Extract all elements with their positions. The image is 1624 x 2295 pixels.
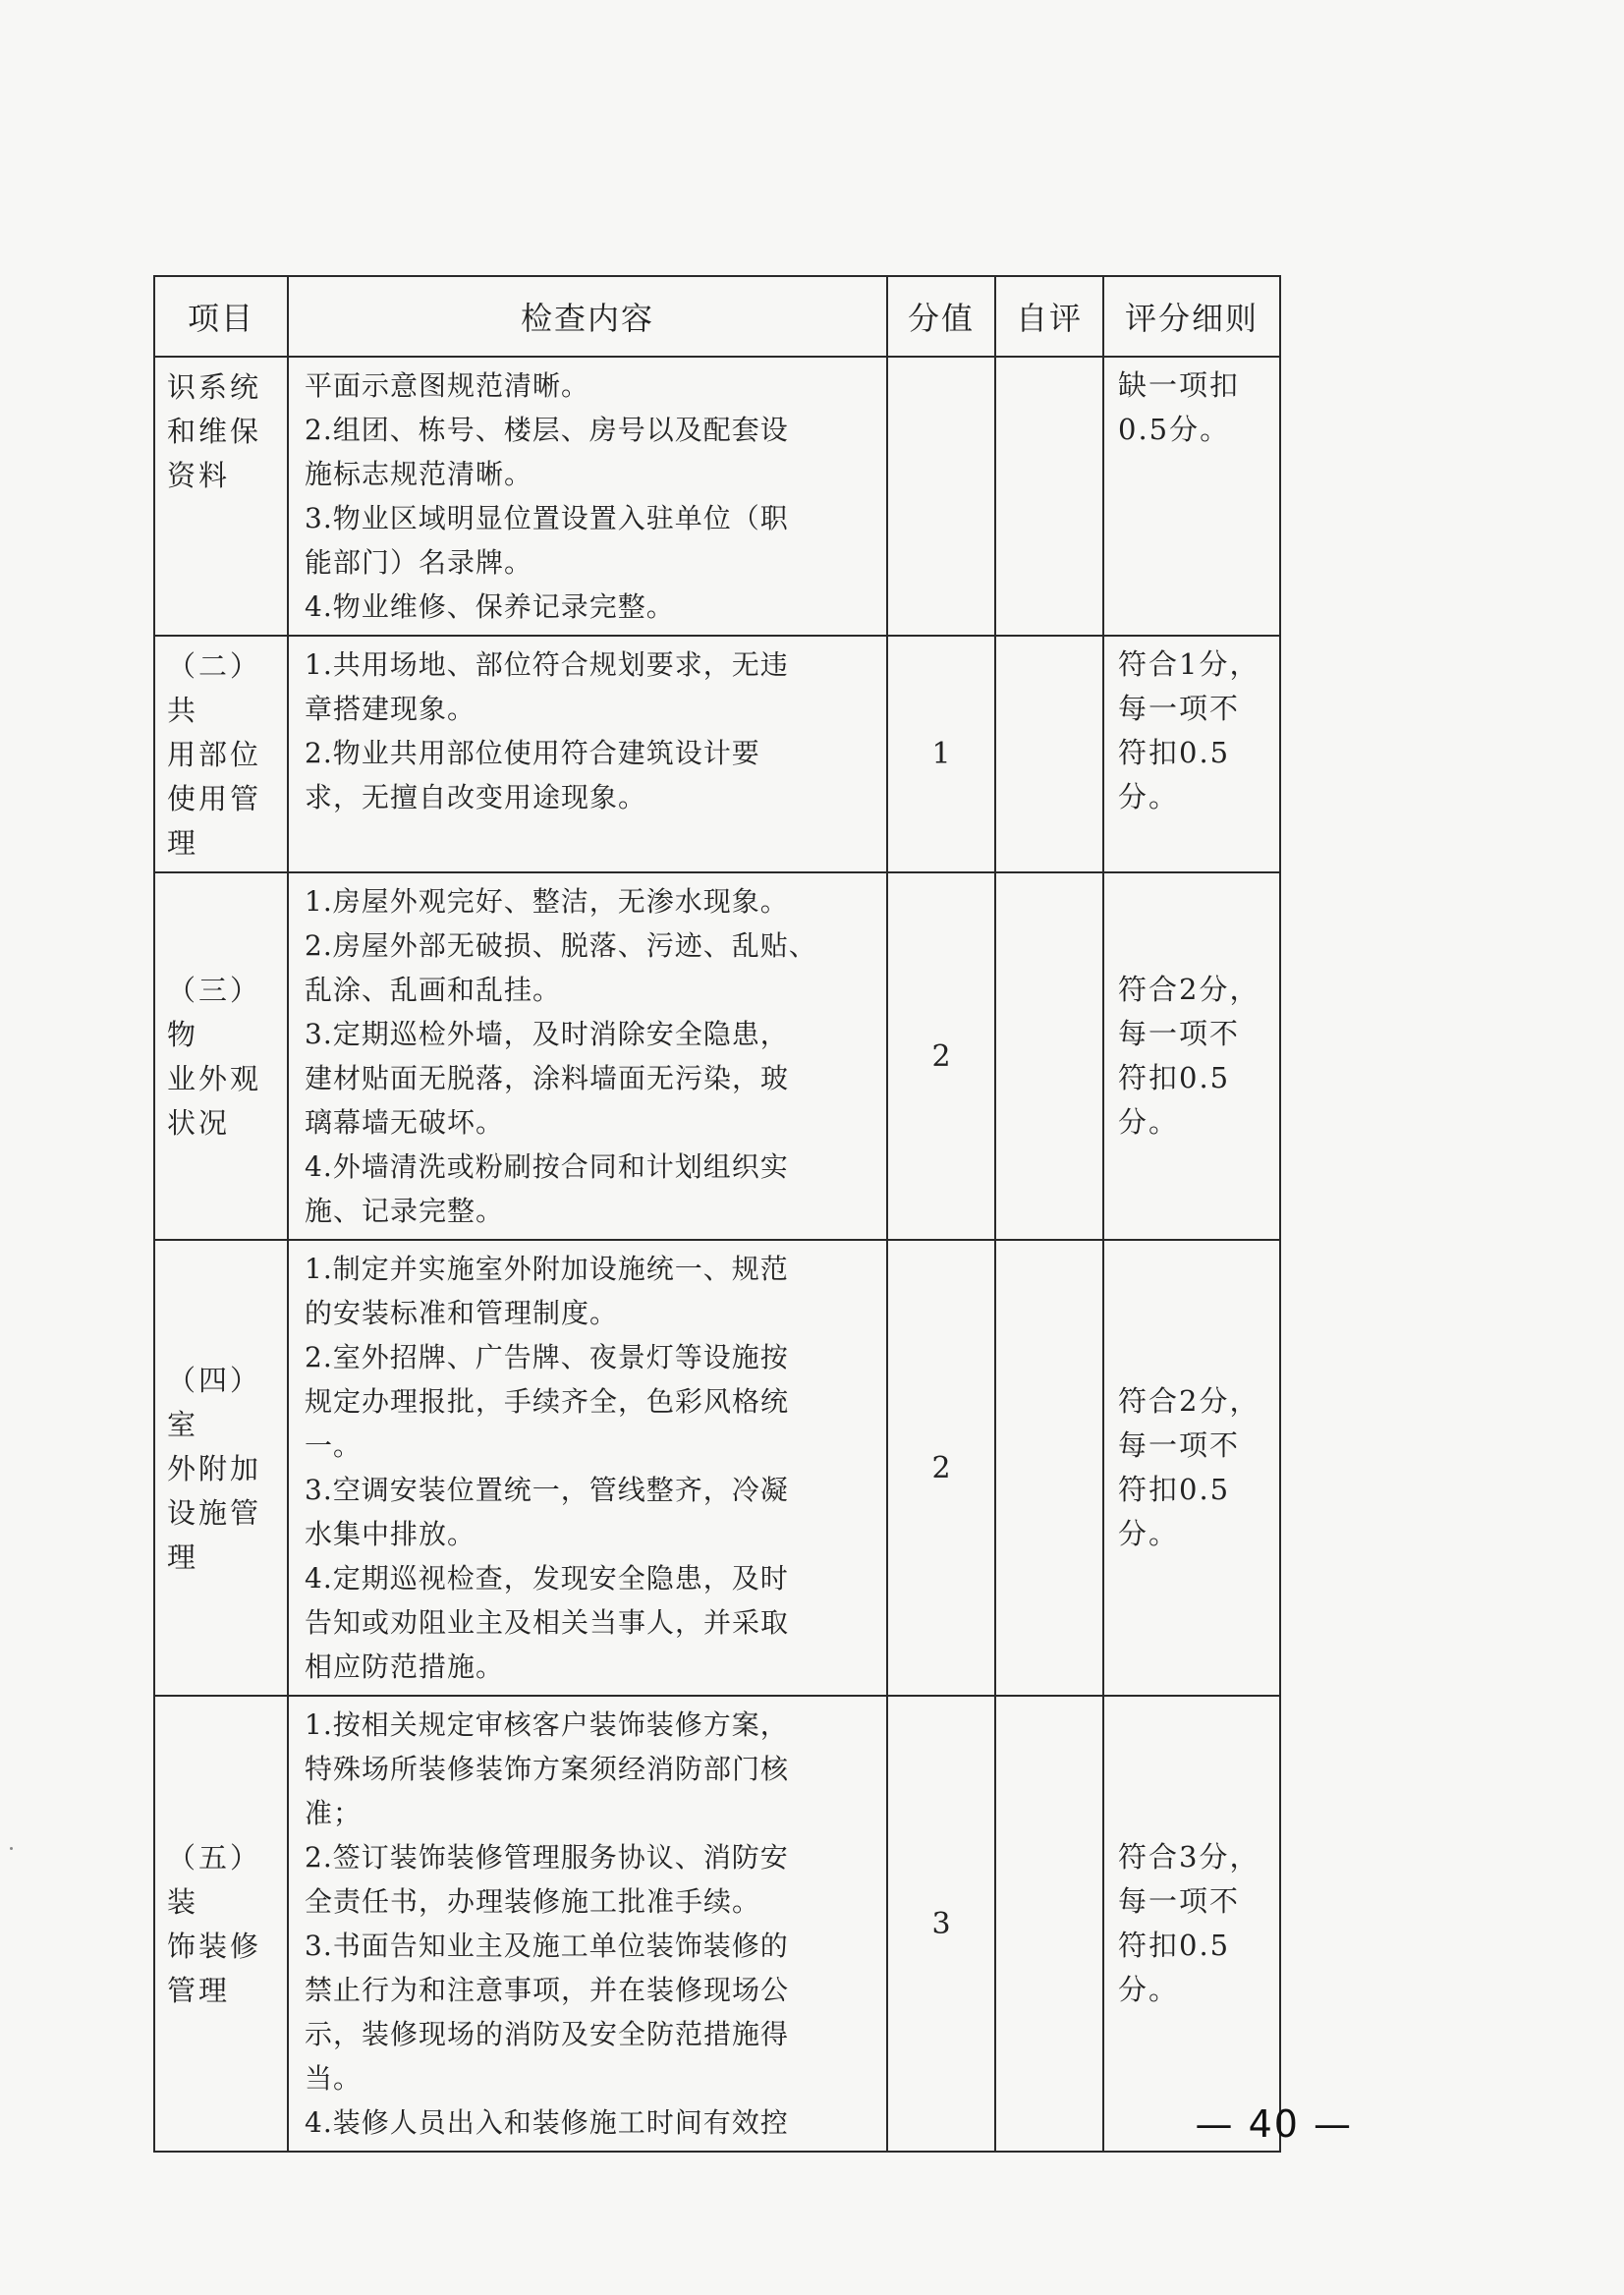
content-line: 1.制定并实施室外附加设施统一、规范 <box>305 1253 789 1285</box>
content-line: 特殊场所装修装饰方案须经消防部门核 <box>305 1753 790 1785</box>
content-line: 求，无擅自改变用途现象。 <box>305 781 647 813</box>
content-line: 2.组团、栋号、楼层、房号以及配套设 <box>305 414 789 446</box>
score-cell: 3 <box>887 1696 995 2152</box>
item-line: 饰装修 <box>167 1930 262 1963</box>
self-eval-cell[interactable] <box>995 636 1103 872</box>
item-line: 状况 <box>167 1106 231 1140</box>
item-line: 设施管 <box>167 1495 262 1530</box>
rule-line: 0.5分。 <box>1118 413 1231 446</box>
content-line: 一。 <box>305 1429 363 1462</box>
header-rule: 评分细则 <box>1103 276 1280 357</box>
item-cell <box>154 636 288 872</box>
content-line: 4.定期巡视检查，发现安全隐患，及时 <box>305 1562 789 1595</box>
content-line: 2.室外招牌、广告牌、夜景灯等设施按 <box>305 1341 789 1373</box>
content-line: 2.房屋外部无破损、脱落、污迹、乱贴、 <box>305 929 817 962</box>
content-line: 1.按相关规定审核客户装饰装修方案， <box>305 1708 789 1741</box>
scan-speck <box>10 1847 13 1850</box>
item-cell <box>154 872 288 1240</box>
table-row <box>154 1696 1280 2152</box>
rule-line: 符扣0.5 <box>1118 1061 1231 1094</box>
item-line: 理 <box>167 826 199 860</box>
content-line: 建材贴面无脱落，涂料墙面无污染，玻 <box>305 1062 790 1094</box>
self-eval-cell[interactable] <box>995 1696 1103 2152</box>
content-line: 2.签订装饰装修管理服务协议、消防安 <box>305 1841 789 1874</box>
rule-line: 每一项不 <box>1118 1428 1241 1462</box>
item-line: 理 <box>167 1539 199 1574</box>
header-self-eval: 自评 <box>995 276 1103 357</box>
rule-line: 分。 <box>1118 1105 1180 1139</box>
table-header-row <box>154 276 1280 357</box>
content-line: 规定办理报批，手续齐全，色彩风格统 <box>305 1385 790 1418</box>
rule-cell <box>1103 872 1280 1240</box>
content-line: 示，装修现场的消防及安全防范措施得 <box>305 2018 790 2050</box>
table-row <box>154 636 1280 872</box>
content-line: 3.空调安装位置统一，管线整齐，冷凝 <box>305 1474 789 1506</box>
page-number: — 40 — <box>1195 2102 1353 2146</box>
content-line: 4.装修人员出入和装修施工时间有效控 <box>305 2106 789 2139</box>
rule-line: 每一项不 <box>1118 692 1241 725</box>
item-line: 外附加 <box>167 1451 262 1485</box>
item-line: 和维保 <box>167 415 262 448</box>
self-eval-cell[interactable] <box>995 357 1103 636</box>
rule-line: 符合1分， <box>1118 647 1260 681</box>
rule-line: 缺一项扣 <box>1118 368 1241 402</box>
rule-line: 分。 <box>1118 780 1180 813</box>
content-cell <box>288 636 887 872</box>
content-line: 乱涂、乱画和乱挂。 <box>305 974 562 1006</box>
content-line: 3.物业区域明显位置设置入驻单位（职 <box>305 502 789 534</box>
item-cell <box>154 1240 288 1696</box>
content-line: 全责任书，办理装修施工批准手续。 <box>305 1885 761 1918</box>
rule-line: 符合2分， <box>1118 973 1260 1006</box>
item-line: 识系统 <box>167 370 262 404</box>
header-score: 分值 <box>887 276 995 357</box>
content-line: 3.定期巡检外墙，及时消除安全隐患， <box>305 1018 789 1050</box>
content-line: 1.共用场地、部位符合规划要求，无违 <box>305 648 789 681</box>
content-cell <box>288 357 887 636</box>
content-line: 水集中排放。 <box>305 1518 476 1550</box>
content-line: 2.物业共用部位使用符合建筑设计要 <box>305 737 760 769</box>
self-eval-cell[interactable] <box>995 1240 1103 1696</box>
self-eval-cell[interactable] <box>995 872 1103 1240</box>
rule-cell <box>1103 357 1280 636</box>
score-cell: 2 <box>887 1240 995 1696</box>
evaluation-table <box>153 275 1281 2153</box>
rule-line: 分。 <box>1118 1517 1180 1550</box>
rule-line: 每一项不 <box>1118 1884 1241 1918</box>
item-line: （二）共 <box>167 649 262 727</box>
rule-cell <box>1103 1240 1280 1696</box>
content-line: 施标志规范清晰。 <box>305 458 533 490</box>
content-cell <box>288 1240 887 1696</box>
item-line: 管理 <box>167 1974 231 2007</box>
item-line: （三）物 <box>167 974 262 1051</box>
rule-line: 每一项不 <box>1118 1017 1241 1050</box>
content-line: 告知或劝阻业主及相关当事人，并采取 <box>305 1606 790 1639</box>
content-line: 1.房屋外观完好、整洁，无渗水现象。 <box>305 885 789 918</box>
item-line: （五）装 <box>167 1841 262 1919</box>
content-line: 能部门）名录牌。 <box>305 546 533 579</box>
table-row <box>154 872 1280 1240</box>
content-cell <box>288 1696 887 2152</box>
rule-line: 符合3分， <box>1118 1840 1260 1874</box>
score-cell: 1 <box>887 636 995 872</box>
content-line: 准； <box>305 1797 363 1829</box>
score-cell: 2 <box>887 872 995 1240</box>
content-line: 当。 <box>305 2062 363 2095</box>
item-line: 用部位 <box>167 738 262 771</box>
item-line: （四）室 <box>167 1363 262 1441</box>
item-line: 资料 <box>167 459 231 492</box>
item-cell <box>154 1696 288 2152</box>
rule-line: 符扣0.5 <box>1118 1473 1231 1506</box>
content-cell <box>288 872 887 1240</box>
item-cell <box>154 357 288 636</box>
rule-line: 分。 <box>1118 1973 1180 2006</box>
item-line: 业外观 <box>167 1062 262 1095</box>
content-line: 4.物业维修、保养记录完整。 <box>305 590 675 623</box>
header-content: 检查内容 <box>288 276 887 357</box>
content-line: 章搭建现象。 <box>305 693 476 725</box>
content-line: 璃幕墙无破坏。 <box>305 1106 505 1139</box>
rule-line: 符合2分， <box>1118 1384 1260 1418</box>
rule-cell <box>1103 1696 1280 2152</box>
content-line: 平面示意图规范清晰。 <box>305 369 590 402</box>
content-line: 3.书面告知业主及施工单位装饰装修的 <box>305 1930 789 1962</box>
content-line: 禁止行为和注意事项，并在装修现场公 <box>305 1974 790 2006</box>
rule-line: 符扣0.5 <box>1118 1929 1231 1962</box>
table-row <box>154 1240 1280 1696</box>
content-line: 相应防范措施。 <box>305 1651 505 1683</box>
header-item: 项目 <box>154 276 288 357</box>
rule-cell <box>1103 636 1280 872</box>
item-line: 使用管 <box>167 782 262 815</box>
score-cell <box>887 357 995 636</box>
content-line: 4.外墙清洗或粉刷按合同和计划组织实 <box>305 1150 789 1183</box>
content-line: 施、记录完整。 <box>305 1195 505 1227</box>
table-row <box>154 357 1280 636</box>
rule-line: 符扣0.5 <box>1118 736 1231 769</box>
content-line: 的安装标准和管理制度。 <box>305 1297 619 1329</box>
